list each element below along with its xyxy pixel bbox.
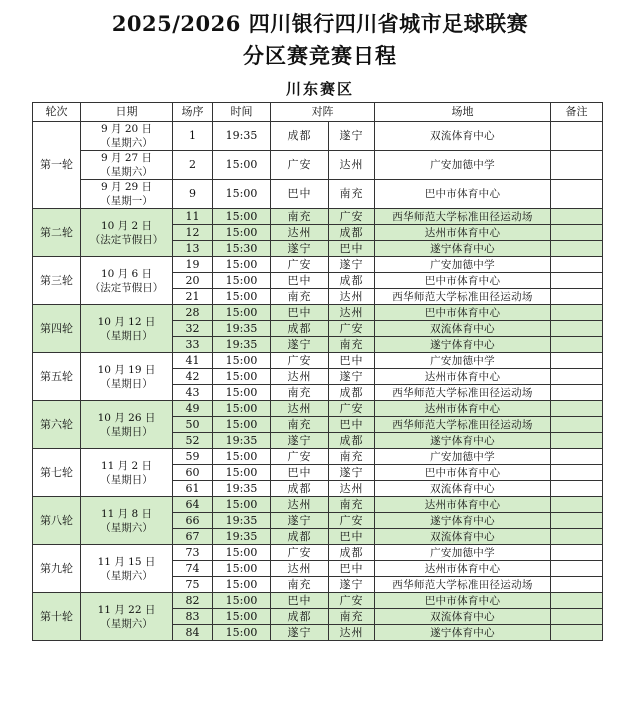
match-no-cell: 28 <box>173 305 213 321</box>
notes-cell <box>551 353 603 369</box>
match-no-cell: 83 <box>173 609 213 625</box>
match-no-cell: 67 <box>173 529 213 545</box>
venue-cell: 遂宁体育中心 <box>375 433 551 449</box>
away-team-cell: 巴中 <box>329 353 375 369</box>
time-cell: 15:00 <box>213 273 271 289</box>
home-team-cell: 达州 <box>271 369 329 385</box>
time-cell: 15:00 <box>213 180 271 209</box>
table-row <box>33 305 603 321</box>
notes-cell <box>551 225 603 241</box>
notes-cell <box>551 151 603 180</box>
date-cell: 11 月 15 日 （星期六） <box>81 545 173 593</box>
venue-cell: 双流体育中心 <box>375 481 551 497</box>
notes-cell <box>551 545 603 561</box>
col-header-date: 日期 <box>81 103 173 122</box>
notes-cell <box>551 625 603 641</box>
home-team-cell: 巴中 <box>271 465 329 481</box>
time-cell: 15:00 <box>213 417 271 433</box>
home-team-cell: 达州 <box>271 225 329 241</box>
time-cell: 19:35 <box>213 513 271 529</box>
match-no-cell: 9 <box>173 180 213 209</box>
match-no-cell: 64 <box>173 497 213 513</box>
home-team-cell: 成都 <box>271 529 329 545</box>
match-no-cell: 60 <box>173 465 213 481</box>
time-cell: 15:00 <box>213 625 271 641</box>
home-team-cell: 广安 <box>271 449 329 465</box>
home-team-cell: 广安 <box>271 545 329 561</box>
away-team-cell: 广安 <box>329 401 375 417</box>
time-cell: 15:00 <box>213 401 271 417</box>
home-team-cell: 达州 <box>271 401 329 417</box>
notes-cell <box>551 273 603 289</box>
notes-cell <box>551 465 603 481</box>
match-no-cell: 43 <box>173 385 213 401</box>
away-team-cell: 达州 <box>329 625 375 641</box>
table-row <box>33 497 603 513</box>
away-team-cell: 达州 <box>329 289 375 305</box>
time-cell: 15:00 <box>213 593 271 609</box>
venue-cell: 达州市体育中心 <box>375 401 551 417</box>
match-no-cell: 84 <box>173 625 213 641</box>
away-team-cell: 成都 <box>329 225 375 241</box>
notes-cell <box>551 609 603 625</box>
venue-cell: 西华师范大学标准田径运动场 <box>375 417 551 433</box>
venue-cell: 巴中市体育中心 <box>375 305 551 321</box>
venue-cell: 西华师范大学标准田径运动场 <box>375 289 551 305</box>
time-cell: 15:00 <box>213 369 271 385</box>
away-team-cell: 巴中 <box>329 417 375 433</box>
title-line-1: 2025/2026 四川银行四川省城市足球联赛 <box>111 11 529 36</box>
time-cell: 15:30 <box>213 241 271 257</box>
home-team-cell: 成都 <box>271 609 329 625</box>
venue-cell: 达州市体育中心 <box>375 369 551 385</box>
away-team-cell: 达州 <box>329 481 375 497</box>
away-team-cell: 遂宁 <box>329 369 375 385</box>
round-cell: 第三轮 <box>33 257 81 305</box>
away-team-cell: 遂宁 <box>329 465 375 481</box>
venue-cell: 巴中市体育中心 <box>375 273 551 289</box>
notes-cell <box>551 337 603 353</box>
table-row <box>33 180 603 209</box>
home-team-cell: 达州 <box>271 497 329 513</box>
away-team-cell: 巴中 <box>329 529 375 545</box>
home-team-cell: 达州 <box>271 561 329 577</box>
round-cell: 第七轮 <box>33 449 81 497</box>
venue-cell: 遂宁体育中心 <box>375 625 551 641</box>
home-team-cell: 巴中 <box>271 180 329 209</box>
venue-cell: 巴中市体育中心 <box>375 180 551 209</box>
away-team-cell: 广安 <box>329 209 375 225</box>
match-no-cell: 61 <box>173 481 213 497</box>
round-cell: 第一轮 <box>33 122 81 209</box>
home-team-cell: 遂宁 <box>271 433 329 449</box>
venue-cell: 双流体育中心 <box>375 122 551 151</box>
time-cell: 19:35 <box>213 321 271 337</box>
away-team-cell: 巴中 <box>329 561 375 577</box>
time-cell: 15:00 <box>213 545 271 561</box>
time-cell: 19:35 <box>213 433 271 449</box>
time-cell: 19:35 <box>213 122 271 151</box>
away-team-cell: 广安 <box>329 513 375 529</box>
date-cell: 11 月 8 日 （星期六） <box>81 497 173 545</box>
home-team-cell: 南充 <box>271 417 329 433</box>
venue-cell: 遂宁体育中心 <box>375 241 551 257</box>
venue-cell: 巴中市体育中心 <box>375 465 551 481</box>
date-cell: 9 月 20 日 （星期六） <box>81 122 173 151</box>
away-team-cell: 广安 <box>329 321 375 337</box>
home-team-cell: 广安 <box>271 353 329 369</box>
away-team-cell: 遂宁 <box>329 257 375 273</box>
home-team-cell: 遂宁 <box>271 241 329 257</box>
venue-cell: 巴中市体育中心 <box>375 593 551 609</box>
round-cell: 第二轮 <box>33 209 81 257</box>
venue-cell: 双流体育中心 <box>375 609 551 625</box>
venue-cell: 广安加德中学 <box>375 353 551 369</box>
date-cell: 9 月 27 日 （星期六） <box>81 151 173 180</box>
col-header-round: 轮次 <box>33 103 81 122</box>
venue-cell: 遂宁体育中心 <box>375 513 551 529</box>
time-cell: 15:00 <box>213 449 271 465</box>
notes-cell <box>551 593 603 609</box>
away-team-cell: 遂宁 <box>329 122 375 151</box>
date-cell: 10 月 6 日 （法定节假日） <box>81 257 173 305</box>
notes-cell <box>551 513 603 529</box>
match-no-cell: 13 <box>173 241 213 257</box>
notes-cell <box>551 385 603 401</box>
time-cell: 15:00 <box>213 151 271 180</box>
venue-cell: 广安加德中学 <box>375 151 551 180</box>
col-header-venue: 场地 <box>375 103 551 122</box>
table-row <box>33 209 603 225</box>
header-row <box>33 103 603 122</box>
venue-cell: 达州市体育中心 <box>375 225 551 241</box>
notes-cell <box>551 122 603 151</box>
time-cell: 19:35 <box>213 529 271 545</box>
away-team-cell: 广安 <box>329 593 375 609</box>
away-team-cell: 成都 <box>329 545 375 561</box>
away-team-cell: 南充 <box>329 337 375 353</box>
notes-cell <box>551 241 603 257</box>
home-team-cell: 南充 <box>271 289 329 305</box>
col-header-time: 时间 <box>213 103 271 122</box>
away-team-cell: 遂宁 <box>329 577 375 593</box>
match-no-cell: 11 <box>173 209 213 225</box>
notes-cell <box>551 321 603 337</box>
round-cell: 第五轮 <box>33 353 81 401</box>
notes-cell <box>551 561 603 577</box>
notes-cell <box>551 433 603 449</box>
col-header-match-no: 场序 <box>173 103 213 122</box>
home-team-cell: 巴中 <box>271 273 329 289</box>
away-team-cell: 南充 <box>329 609 375 625</box>
round-cell: 第四轮 <box>33 305 81 353</box>
match-no-cell: 33 <box>173 337 213 353</box>
match-no-cell: 75 <box>173 577 213 593</box>
venue-cell: 广安加德中学 <box>375 545 551 561</box>
match-no-cell: 20 <box>173 273 213 289</box>
match-no-cell: 42 <box>173 369 213 385</box>
home-team-cell: 遂宁 <box>271 625 329 641</box>
time-cell: 15:00 <box>213 385 271 401</box>
venue-cell: 达州市体育中心 <box>375 497 551 513</box>
notes-cell <box>551 497 603 513</box>
match-no-cell: 32 <box>173 321 213 337</box>
away-team-cell: 南充 <box>329 449 375 465</box>
date-cell: 10 月 19 日 （星期日） <box>81 353 173 401</box>
title-line-2: 分区赛竞赛日程 <box>243 43 397 68</box>
time-cell: 15:00 <box>213 561 271 577</box>
time-cell: 15:00 <box>213 465 271 481</box>
home-team-cell: 广安 <box>271 257 329 273</box>
away-team-cell: 巴中 <box>329 241 375 257</box>
home-team-cell: 成都 <box>271 122 329 151</box>
home-team-cell: 巴中 <box>271 305 329 321</box>
table-row <box>33 353 603 369</box>
notes-cell <box>551 369 603 385</box>
date-cell: 10 月 26 日 （星期日） <box>81 401 173 449</box>
venue-cell: 双流体育中心 <box>375 529 551 545</box>
venue-cell: 达州市体育中心 <box>375 561 551 577</box>
table-row <box>33 449 603 465</box>
time-cell: 15:00 <box>213 289 271 305</box>
notes-cell <box>551 289 603 305</box>
date-cell: 10 月 2 日 （法定节假日） <box>81 209 173 257</box>
away-team-cell: 南充 <box>329 180 375 209</box>
away-team-cell: 成都 <box>329 273 375 289</box>
notes-cell <box>551 401 603 417</box>
match-no-cell: 12 <box>173 225 213 241</box>
round-cell: 第八轮 <box>33 497 81 545</box>
notes-cell <box>551 449 603 465</box>
home-team-cell: 巴中 <box>271 593 329 609</box>
venue-cell: 遂宁体育中心 <box>375 337 551 353</box>
round-cell: 第六轮 <box>33 401 81 449</box>
match-no-cell: 1 <box>173 122 213 151</box>
match-no-cell: 21 <box>173 289 213 305</box>
notes-cell <box>551 417 603 433</box>
venue-cell: 西华师范大学标准田径运动场 <box>375 577 551 593</box>
match-no-cell: 19 <box>173 257 213 273</box>
away-team-cell: 成都 <box>329 385 375 401</box>
match-no-cell: 59 <box>173 449 213 465</box>
match-no-cell: 82 <box>173 593 213 609</box>
away-team-cell: 达州 <box>329 151 375 180</box>
time-cell: 19:35 <box>213 481 271 497</box>
venue-cell: 双流体育中心 <box>375 321 551 337</box>
round-cell: 第十轮 <box>33 593 81 641</box>
time-cell: 15:00 <box>213 257 271 273</box>
time-cell: 15:00 <box>213 209 271 225</box>
time-cell: 15:00 <box>213 609 271 625</box>
match-no-cell: 49 <box>173 401 213 417</box>
match-no-cell: 66 <box>173 513 213 529</box>
home-team-cell: 遂宁 <box>271 337 329 353</box>
schedule-table <box>32 102 603 641</box>
time-cell: 15:00 <box>213 225 271 241</box>
home-team-cell: 遂宁 <box>271 513 329 529</box>
venue-cell: 西华师范大学标准田径运动场 <box>375 385 551 401</box>
notes-cell <box>551 209 603 225</box>
table-row <box>33 593 603 609</box>
match-no-cell: 74 <box>173 561 213 577</box>
time-cell: 15:00 <box>213 305 271 321</box>
venue-cell: 西华师范大学标准田径运动场 <box>375 209 551 225</box>
table-row <box>33 545 603 561</box>
notes-cell <box>551 305 603 321</box>
home-team-cell: 成都 <box>271 321 329 337</box>
table-row <box>33 401 603 417</box>
table-row <box>33 122 603 151</box>
notes-cell <box>551 257 603 273</box>
home-team-cell: 南充 <box>271 385 329 401</box>
home-team-cell: 南充 <box>271 577 329 593</box>
round-cell: 第九轮 <box>33 545 81 593</box>
col-header-notes: 备注 <box>551 103 603 122</box>
home-team-cell: 成都 <box>271 481 329 497</box>
time-cell: 15:00 <box>213 353 271 369</box>
match-no-cell: 52 <box>173 433 213 449</box>
date-cell: 10 月 12 日 （星期日） <box>81 305 173 353</box>
away-team-cell: 成都 <box>329 433 375 449</box>
venue-cell: 广安加德中学 <box>375 449 551 465</box>
home-team-cell: 广安 <box>271 151 329 180</box>
notes-cell <box>551 577 603 593</box>
table-row <box>33 151 603 180</box>
notes-cell <box>551 529 603 545</box>
away-team-cell: 南充 <box>329 497 375 513</box>
date-cell: 9 月 29 日 （星期一） <box>81 180 173 209</box>
match-no-cell: 50 <box>173 417 213 433</box>
time-cell: 15:00 <box>213 577 271 593</box>
match-no-cell: 41 <box>173 353 213 369</box>
away-team-cell: 达州 <box>329 305 375 321</box>
home-team-cell: 南充 <box>271 209 329 225</box>
match-no-cell: 2 <box>173 151 213 180</box>
notes-cell <box>551 481 603 497</box>
notes-cell <box>551 180 603 209</box>
time-cell: 15:00 <box>213 497 271 513</box>
date-cell: 11 月 2 日 （星期日） <box>81 449 173 497</box>
date-cell: 11 月 22 日 （星期六） <box>81 593 173 641</box>
time-cell: 19:35 <box>213 337 271 353</box>
region-label: 川东赛区 <box>285 80 354 98</box>
col-header-matchup: 对阵 <box>271 103 375 122</box>
table-row <box>33 257 603 273</box>
venue-cell: 广安加德中学 <box>375 257 551 273</box>
match-no-cell: 73 <box>173 545 213 561</box>
